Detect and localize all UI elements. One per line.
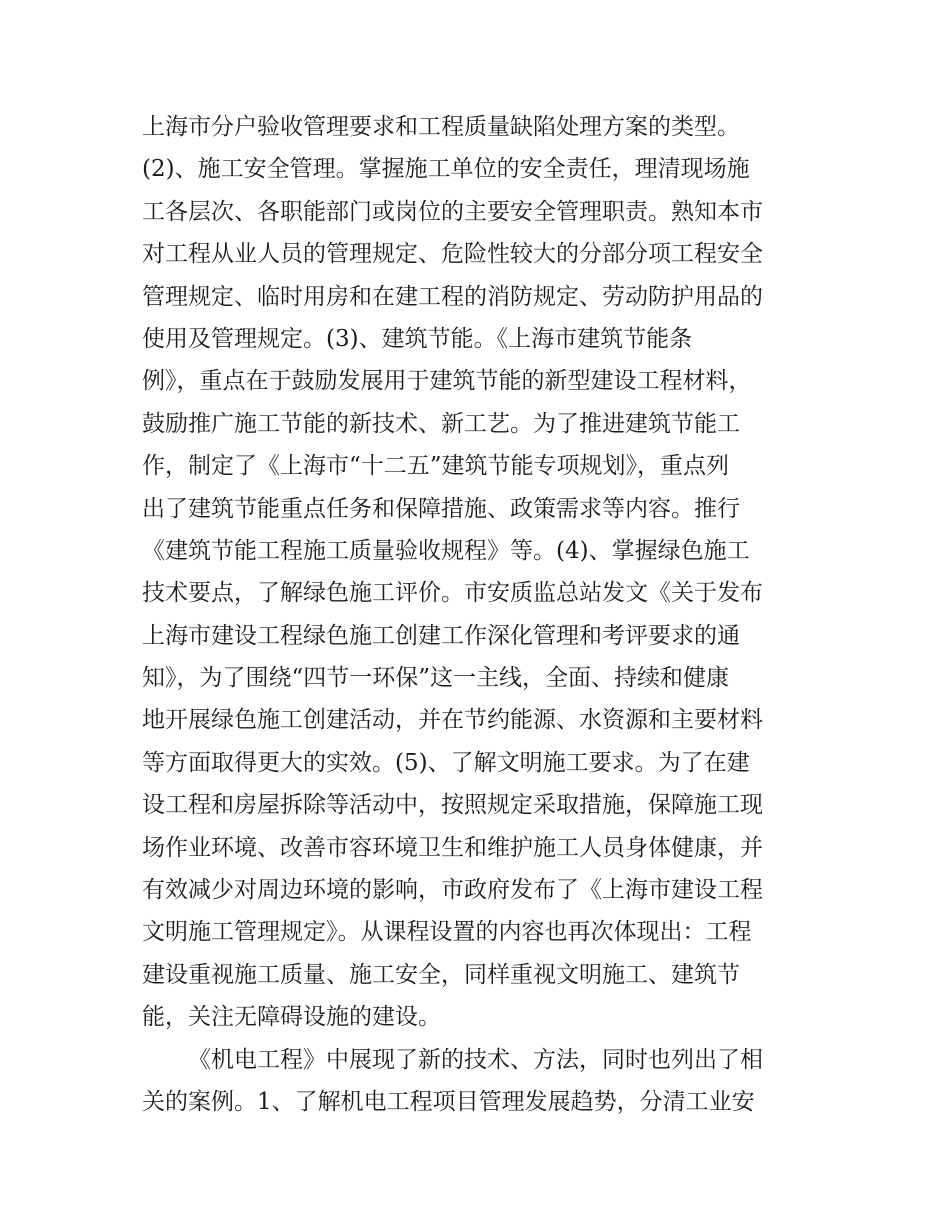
text-line: 有效减少对周边环境的影响，市政府发布了《上海市建设工程	[142, 877, 763, 904]
text-line: 工各层次、各职能部门或岗位的主要安全管理职责。熟知本市	[142, 198, 763, 225]
text-line: 等方面取得更大的实效。(5)、了解文明施工要求。为了在建	[142, 749, 750, 776]
text-line: 场作业环境、改善市容环境卫生和维护施工人员身体健康，并	[142, 834, 763, 861]
text-line: 对工程从业人员的管理规定、危险性较大的分部分项工程安全	[142, 241, 763, 268]
text-line: 《建筑节能工程施工质量验收规程》等。(4)、掌握绿色施工	[142, 537, 750, 564]
text-line: (2)、施工安全管理。掌握施工单位的安全责任，理清现场施	[142, 156, 750, 183]
text-line: 例》，重点在于鼓励发展用于建筑节能的新型建设工程材料，	[142, 368, 752, 395]
text-line: 地开展绿色施工创建活动，并在节约能源、水资源和主要材料	[142, 707, 763, 734]
text-line: 管理规定、临时用房和在建工程的消防规定、劳动防护用品的	[142, 283, 763, 310]
text-line: 上海市分户验收管理要求和工程质量缺陷处理方案的类型。	[142, 114, 740, 140]
text-line: 鼓励推广施工节能的新技术、新工艺。为了推进建筑节能工	[142, 410, 740, 437]
text-line: 出了建筑节能重点任务和保障措施、政策需求等内容。推行	[142, 495, 740, 522]
paragraph-first-line: 《机电工程》中展现了新的技术、方法，同时也列出了相	[188, 1046, 763, 1073]
text-line: 技术要点，了解绿色施工评价。市安质监总站发文《关于发布	[142, 580, 763, 607]
text-line: 上海市建设工程绿色施工创建工作深化管理和考评要求的通	[142, 622, 740, 649]
body-text	[142, 106, 822, 1123]
text-line: 关的案例。1、了解机电工程项目管理发展趋势，分清工业安	[142, 1088, 755, 1115]
text-line: 文明施工管理规定》。从课程设置的内容也再次体现出：工程	[142, 919, 752, 946]
text-line: 建设重视施工质量、施工安全，同样重视文明施工、建筑节	[142, 961, 740, 988]
text-line: 使用及管理规定。(3)、建筑节能。《上海市建筑节能条	[142, 325, 693, 352]
text-line: 能，关注无障碍设施的建设。	[142, 1004, 441, 1031]
text-line: 作，制定了《上海市“十二五”建筑节能专项规划》，重点列	[142, 453, 730, 480]
text-line: 设工程和房屋拆除等活动中，按照规定采取措施，保障施工现	[142, 792, 763, 819]
text-line: 知》，为了围绕“四节一环保”这一主线，全面、持续和健康	[142, 665, 730, 692]
